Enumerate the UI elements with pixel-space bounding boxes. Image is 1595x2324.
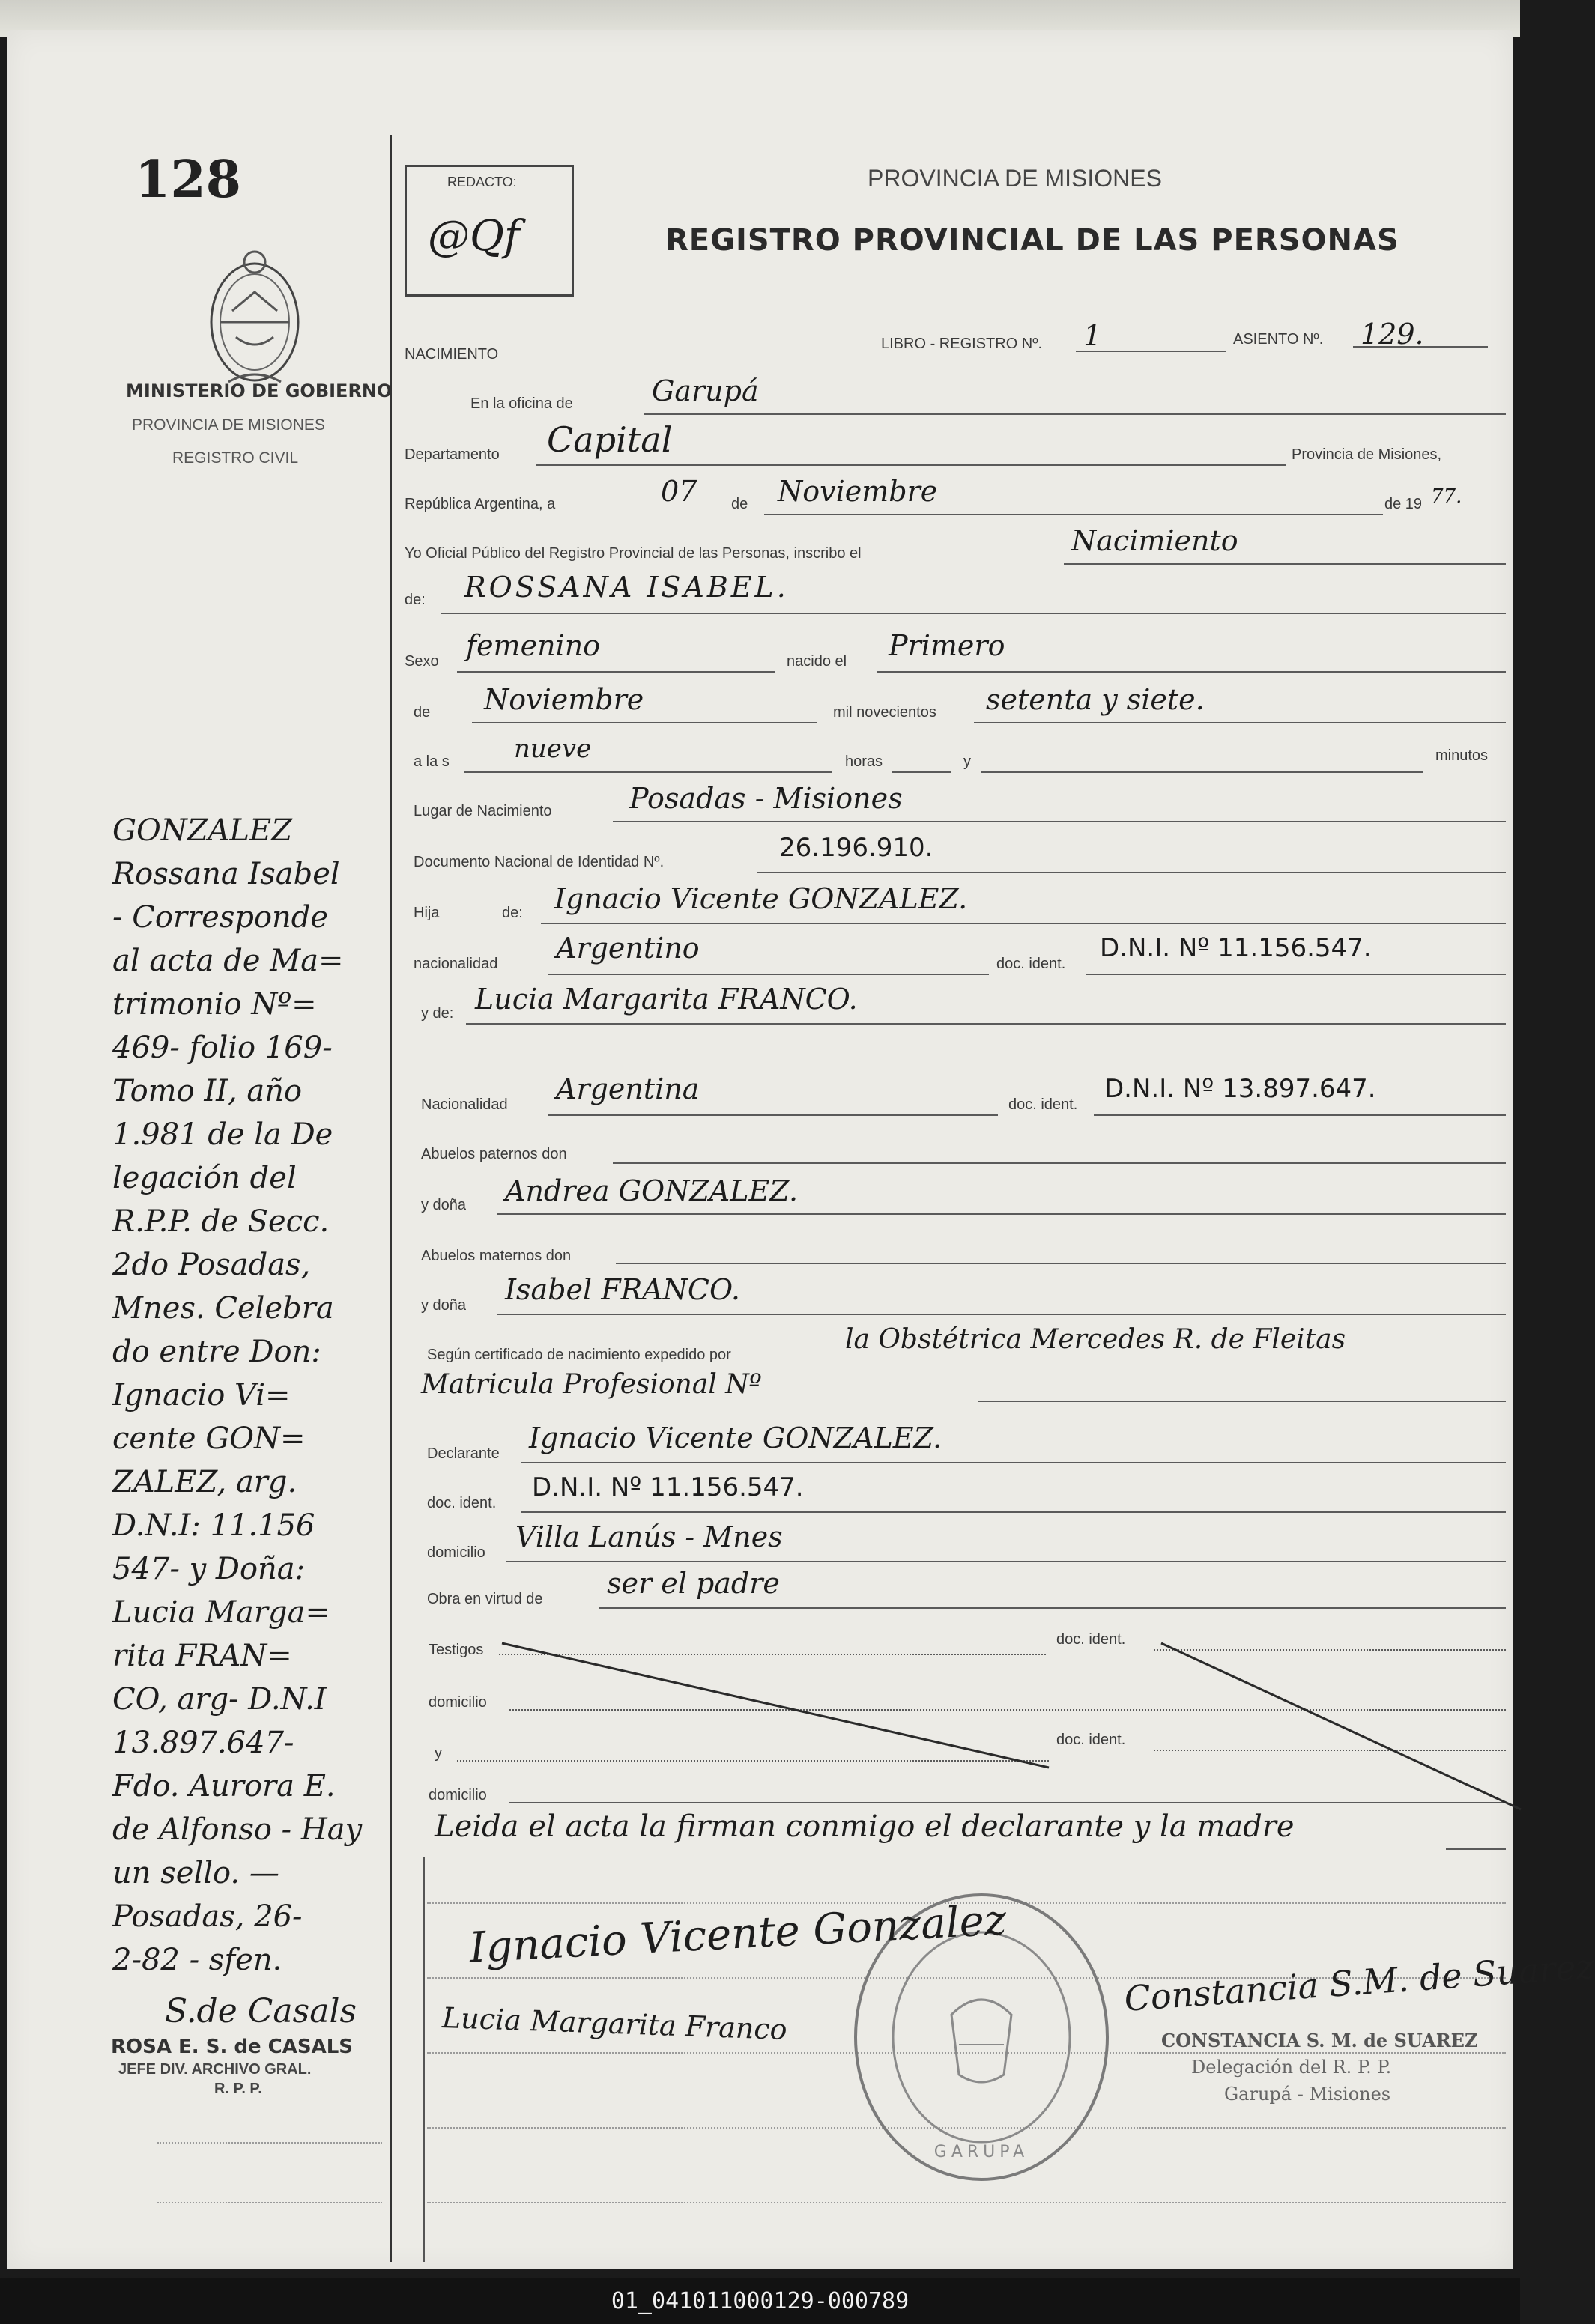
lugar-label: Lugar de Nacimiento: [414, 803, 552, 819]
republica-label: República Argentina, a: [405, 496, 556, 512]
left-header-province: PROVINCIA DE MISIONES: [132, 416, 325, 434]
nacido-dia-line: [877, 671, 1506, 673]
nacido-mes-value: Noviembre: [484, 683, 644, 716]
abuela-paterna-label: y doña: [421, 1197, 467, 1213]
mother-signature: Lucia Margarita Franco: [441, 2000, 788, 2047]
margin-note-line: Lucia Marga=: [112, 1595, 330, 1630]
abuela-materna-line: [497, 1314, 1506, 1315]
anio-label: de 19: [1384, 496, 1423, 512]
sexo-value: femenino: [466, 629, 601, 662]
testigo2-domicilio-label: domicilio: [429, 1787, 487, 1803]
declarante-value: Ignacio Vicente GONZALEZ.: [529, 1422, 942, 1454]
father-signature: Ignacio Vicente Gonzalez: [467, 1896, 1008, 1973]
blank-rule: [157, 2202, 382, 2203]
sexo-label: Sexo: [405, 653, 439, 670]
domicilio-line: [506, 1561, 1506, 1562]
margin-note-line: D.N.I: 11.156: [112, 1508, 315, 1543]
oficina-line: [644, 413, 1506, 415]
oficina-value: Garupá: [652, 374, 759, 407]
libro-value: 1: [1083, 319, 1102, 352]
margin-signature-name: ROSA E. S. de CASALS: [111, 2036, 354, 2058]
svg-text:GARUPA: GARUPA: [933, 2143, 1029, 2161]
nombre-label: de:: [405, 592, 426, 608]
testigo1-doc-label: doc. ident.: [1056, 1631, 1126, 1648]
header-province: PROVINCIA DE MISIONES: [868, 165, 1162, 192]
header-title: REGISTRO PROVINCIAL DE LAS PERSONAS: [665, 223, 1399, 258]
abuelos-maternos-line: [616, 1263, 1506, 1264]
declarante-doc-value: D.N.I. Nº 11.156.547.: [532, 1472, 804, 1502]
margin-note-line: Rossana Isabel: [112, 857, 340, 891]
margin-note-line: R.P.P. de Secc.: [112, 1204, 330, 1239]
documento-label: Documento Nacional de Identidad Nº.: [414, 854, 665, 870]
margin-signature-role-1: JEFE DIV. ARCHIVO GRAL.: [118, 2061, 312, 2078]
provincia-label: Provincia de Misiones,: [1292, 446, 1442, 463]
departamento-line: [536, 464, 1286, 466]
oficina-label: En la oficina de: [470, 395, 573, 412]
matricula-value: Matricula Profesional Nº: [421, 1369, 762, 1400]
redacto-box: [405, 165, 574, 297]
testigo1-domicilio-label: domicilio: [429, 1694, 487, 1711]
margin-note-line: cente GON=: [112, 1422, 306, 1456]
horas-line: [892, 771, 951, 773]
y-label: y: [963, 753, 971, 770]
minutos-line: [981, 771, 1423, 773]
form-left-rule: [423, 1857, 425, 2262]
coat-of-arms-icon: [199, 240, 311, 389]
margin-note: [112, 809, 412, 1982]
lectura-line: [1446, 1848, 1506, 1850]
dia-value: 07: [661, 475, 697, 508]
certificado-value: la Obstétrica Mercedes R. de Fleitas: [845, 1324, 1346, 1355]
domicilio-value: Villa Lanús - Mnes: [515, 1520, 783, 1553]
official-signature: Constancia S.M. de Suarez: [1122, 1946, 1595, 2019]
blank-rule: [157, 2142, 382, 2144]
blank-rule: [427, 2202, 1506, 2203]
margin-note-line: de Alfonso - Hay: [112, 1812, 363, 1847]
record-type: NACIMIENTO: [405, 346, 499, 362]
inscripcion-line: [1064, 563, 1506, 565]
lugar-line: [613, 821, 1506, 822]
margin-note-line: 2-82 - sfen.: [112, 1943, 282, 1977]
madre-doc-value: D.N.I. Nº 13.897.647.: [1104, 1074, 1376, 1104]
nacido-anio-value: setenta y siete.: [986, 683, 1205, 716]
redacto-label: REDACTO:: [447, 175, 517, 189]
madre-nacionalidad-line: [548, 1114, 998, 1116]
hora-label: a la s: [414, 753, 450, 770]
margin-note-line: Ignacio Vi=: [112, 1378, 291, 1413]
departamento-value: Capital: [547, 419, 673, 460]
margin-note-line: 2do Posadas,: [112, 1248, 311, 1282]
fecha-de-label: de: [731, 496, 748, 512]
declarante-doc-label: doc. ident.: [427, 1495, 497, 1511]
padre-doc-label: doc. ident.: [996, 956, 1066, 972]
abuelos-paternos-line: [613, 1162, 1506, 1164]
nombre-line: [441, 613, 1506, 614]
margin-note-line: legación del: [112, 1161, 297, 1195]
margin-note-line: 547- y Doña:: [112, 1552, 306, 1586]
departamento-label: Departamento: [405, 446, 500, 463]
official-role-2: Garupá - Misiones: [1224, 2084, 1391, 2105]
redacto-initials: @Qf: [428, 212, 520, 261]
declarante-line: [521, 1462, 1506, 1463]
documento-line: [757, 872, 1506, 873]
abuelos-paternos-label: Abuelos paternos don: [421, 1146, 567, 1162]
madre-doc-line: [1094, 1114, 1506, 1116]
asiento-label: ASIENTO Nº.: [1233, 331, 1324, 348]
margin-note-line: Mnes. Celebra: [112, 1291, 334, 1326]
documento-value: 26.196.910.: [779, 833, 933, 863]
abuela-materna-label: y doña: [421, 1297, 467, 1314]
hora-line: [464, 771, 832, 773]
lectura-text: Leida el acta la firman conmigo el declarante y la madre: [435, 1809, 1295, 1844]
sexo-line: [457, 671, 775, 673]
nacido-de-label: de: [414, 704, 431, 720]
asiento-value: 129.: [1361, 318, 1424, 351]
testigo2-label: y: [435, 1745, 442, 1762]
madre-nacionalidad-label: Nacionalidad: [421, 1096, 508, 1113]
abuela-paterna-value: Andrea GONZALEZ.: [505, 1174, 799, 1207]
margin-note-line: do entre Don:: [112, 1335, 321, 1369]
margin-note-line: al acta de Ma=: [112, 944, 344, 978]
margin-note-line: Fdo. Aurora E.: [112, 1769, 336, 1803]
margin-note-line: GONZALEZ: [112, 813, 292, 848]
abuela-paterna-line: [497, 1213, 1506, 1215]
domicilio-label: domicilio: [427, 1544, 485, 1561]
nacido-label: nacido el: [787, 653, 847, 670]
hora-value: nueve: [514, 734, 592, 764]
oficial-text: Yo Oficial Público del Registro Provincial de las Personas, inscribo el: [405, 545, 862, 562]
margin-note-line: - Corresponde: [112, 900, 329, 935]
anio-value: 77.: [1431, 485, 1462, 508]
margin-signature: S.de Casals: [165, 1992, 357, 2030]
margin-note-line: 1.981 de la De: [112, 1117, 333, 1152]
certificado-label: Según certificado de nacimiento expedido por: [427, 1347, 731, 1363]
mil-label: mil novecientos: [833, 704, 936, 720]
testigos-label: Testigos: [429, 1642, 484, 1658]
testigo2-doc-label: doc. ident.: [1056, 1732, 1126, 1748]
padre-nacionalidad-value: Argentino: [556, 932, 700, 965]
margin-note-line: Posadas, 26-: [112, 1899, 303, 1934]
padre-value: Ignacio Vicente GONZALEZ.: [554, 882, 968, 915]
obra-label: Obra en virtud de: [427, 1591, 543, 1607]
minutos-label: minutos: [1435, 747, 1489, 764]
margin-note-line: un sello. —: [112, 1856, 279, 1890]
nacido-anio-line: [974, 722, 1506, 723]
lugar-value: Posadas - Misiones: [629, 782, 903, 815]
libro-line: [1076, 351, 1226, 352]
folio-number: 128: [135, 150, 241, 210]
matricula-line: [978, 1401, 1506, 1402]
inscripcion-value: Nacimiento: [1071, 524, 1238, 557]
declarante-label: Declarante: [427, 1445, 500, 1462]
nombre-value: ROSSANA ISABEL.: [464, 571, 789, 604]
declarante-doc-line: [521, 1511, 1506, 1513]
libro-label: LIBRO - REGISTRO Nº.: [881, 336, 1043, 352]
obra-value: ser el padre: [607, 1567, 780, 1600]
abuela-materna-value: Isabel FRANCO.: [505, 1273, 740, 1306]
margin-note-line: 469- folio 169-: [112, 1031, 333, 1065]
hija-de-label: de:: [502, 905, 523, 921]
image-id-footer: 01_041011000129-000789: [0, 2278, 1520, 2324]
mes-value: Noviembre: [778, 475, 938, 508]
margin-note-line: ZALEZ, arg.: [112, 1465, 297, 1499]
padre-doc-line: [1086, 974, 1506, 975]
madre-doc-label: doc. ident.: [1008, 1096, 1078, 1113]
obra-line: [599, 1607, 1506, 1609]
madre-label: y de:: [421, 1005, 454, 1022]
padre-doc-value: D.N.I. Nº 11.156.547.: [1100, 933, 1372, 963]
madre-nacionalidad-value: Argentina: [556, 1073, 700, 1105]
madre-line: [466, 1023, 1506, 1025]
left-header-ministry: MINISTERIO DE GOBIERNO: [126, 380, 393, 401]
margin-signature-role-2: R. P. P.: [214, 2081, 262, 2097]
fecha-line: [764, 514, 1383, 515]
padre-line: [541, 923, 1506, 924]
margin-note-line: CO, arg- D.N.I: [112, 1682, 327, 1717]
nacido-mes-line: [472, 722, 817, 723]
padre-nacionalidad-line: [548, 974, 989, 975]
asiento-line: [1353, 346, 1488, 348]
madre-value: Lucia Margarita FRANCO.: [475, 983, 858, 1016]
margin-note-line: trimonio Nº=: [112, 987, 317, 1022]
horas-label: horas: [845, 753, 883, 770]
abuelos-maternos-label: Abuelos maternos don: [421, 1248, 572, 1264]
document-page: [7, 30, 1595, 2269]
nacido-dia-value: Primero: [889, 629, 1005, 662]
margin-note-line: 13.897.647-: [112, 1726, 294, 1760]
official-name: CONSTANCIA S. M. de SUAREZ: [1161, 2030, 1478, 2051]
official-role-1: Delegación del R. P. P.: [1191, 2057, 1392, 2078]
padre-nacionalidad-label: nacionalidad: [414, 956, 498, 972]
left-header-registry: REGISTRO CIVIL: [172, 449, 299, 467]
margin-note-line: rita FRAN=: [112, 1639, 292, 1673]
margin-note-line: Tomo II, año: [112, 1074, 303, 1108]
hija-label: Hija: [414, 905, 440, 921]
testigos-strike-lines: [502, 1633, 1528, 1812]
